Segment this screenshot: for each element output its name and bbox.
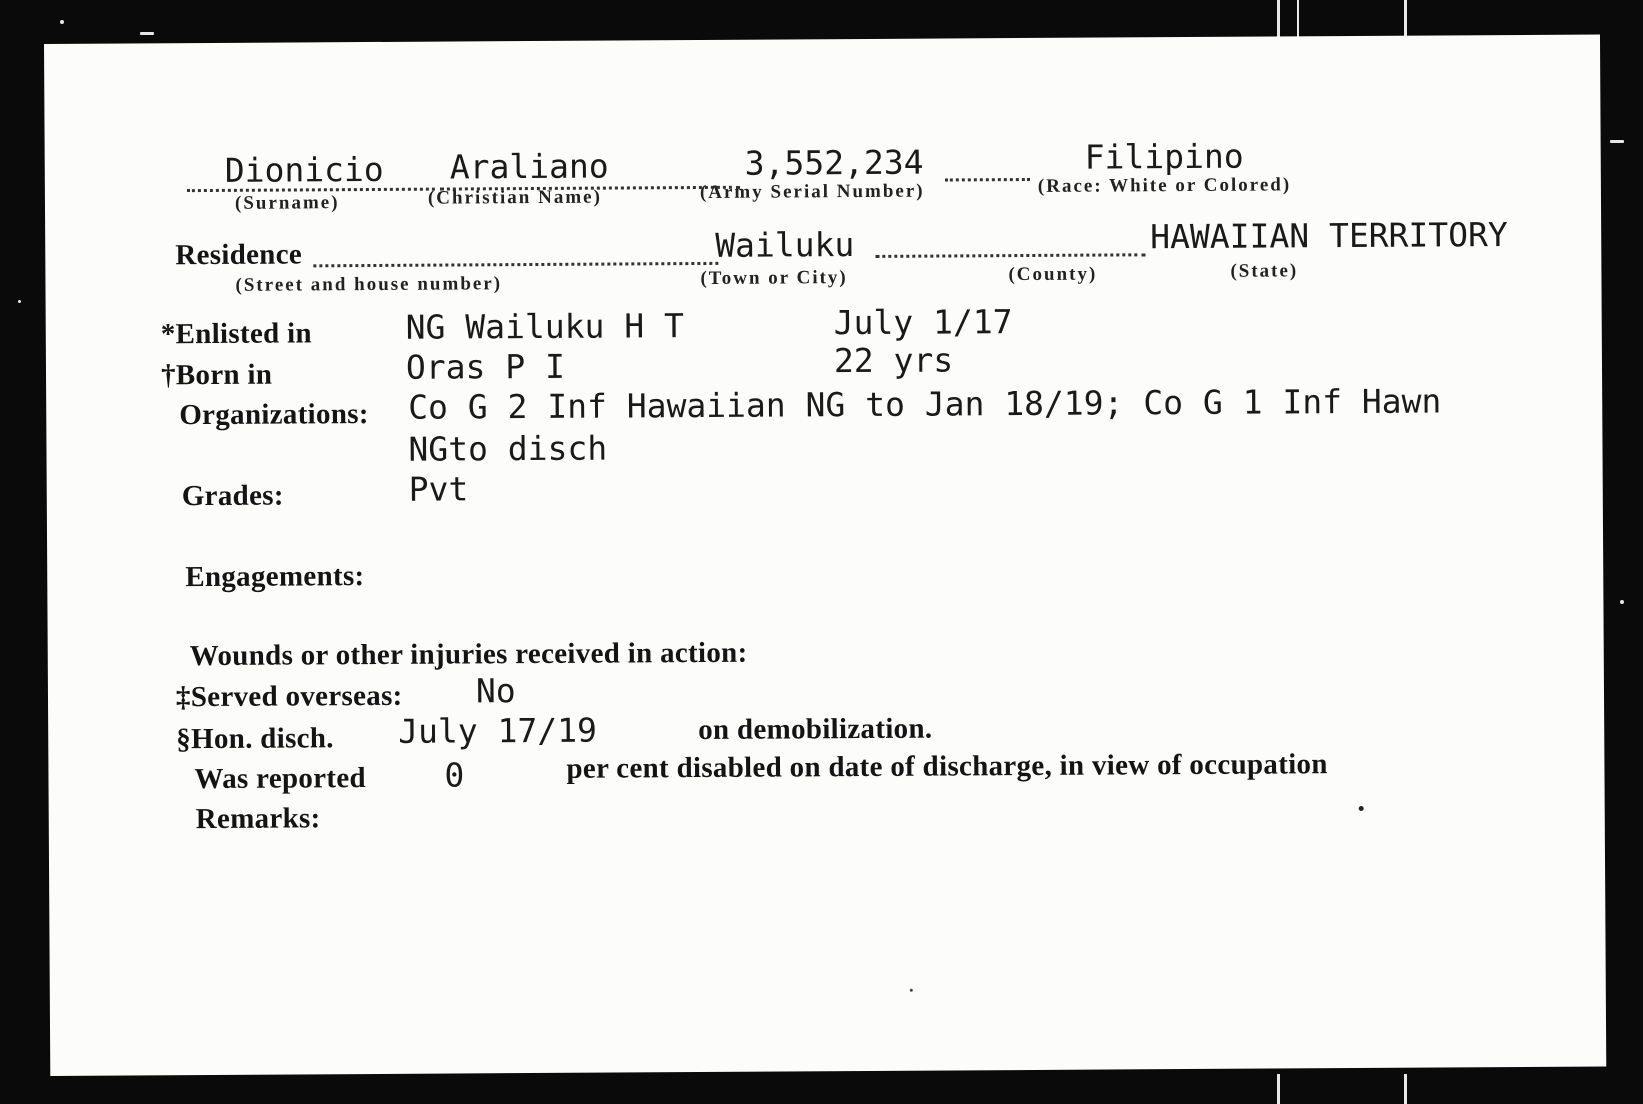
film-frame-line <box>1404 1074 1407 1104</box>
christian-name-caption: (Christian Name) <box>427 186 602 209</box>
race-dotted-line <box>945 178 1030 182</box>
served-overseas-value: No <box>475 671 516 711</box>
enlisted-place-value: NG Wailuku H T <box>405 306 685 347</box>
engagements-label: Engagements: <box>185 560 365 594</box>
wounds-label: Wounds or other injuries received in action: <box>189 636 748 673</box>
surname-value: Dionicio <box>224 149 384 190</box>
served-overseas-label: ‡Served overseas: <box>175 679 403 714</box>
county-caption: (County) <box>1008 263 1098 286</box>
town-caption: (Town or City) <box>700 267 848 289</box>
ink-speck <box>910 989 913 992</box>
discharge-date-value: July 17/19 <box>398 710 598 751</box>
christian-name-value: Araliano <box>449 146 609 187</box>
film-speck <box>1620 600 1624 604</box>
grades-value: Pvt <box>408 469 469 509</box>
organizations-line-2: NGto disch <box>408 428 608 469</box>
residence-dotted-line <box>313 262 718 267</box>
record-card <box>44 34 1606 1075</box>
disability-percent-value: 0 <box>444 755 465 795</box>
county-dotted-line <box>875 253 1145 258</box>
film-speck <box>60 20 64 24</box>
serial-number-value: 3,552,234 <box>744 142 924 183</box>
organizations-label: Organizations: <box>179 398 369 432</box>
born-age-value: 22 yrs <box>833 340 954 381</box>
enlisted-date-value: July 1/17 <box>833 302 1013 343</box>
state-caption: (State) <box>1230 260 1299 282</box>
ink-speck <box>1359 806 1364 811</box>
discharge-label: §Hon. disch. <box>176 722 334 756</box>
enlisted-label: *Enlisted in <box>160 317 312 351</box>
film-frame-line <box>1277 1074 1280 1104</box>
remarks-label: Remarks: <box>195 802 321 836</box>
film-speck <box>18 300 21 303</box>
film-speck <box>140 32 154 35</box>
film-speck <box>1610 140 1624 143</box>
disability-label: Was reported <box>194 762 367 796</box>
serial-number-caption: (Army Serial Number) <box>699 180 925 203</box>
born-place-value: Oras P I <box>405 346 566 387</box>
disability-suffix: per cent disabled on date of discharge, in view of occupation <box>566 748 1328 785</box>
street-caption: (Street and house number) <box>235 273 503 296</box>
discharge-suffix: on demobilization. <box>698 712 933 747</box>
surname-caption: (Surname) <box>234 192 340 214</box>
residence-town-value: Wailuku <box>715 225 855 265</box>
grades-label: Grades: <box>181 479 284 513</box>
race-value: Filipino <box>1084 136 1244 177</box>
organizations-line-1: Co G 2 Inf Hawaiian NG to Jan 18/19; Co G 1 Inf Hawn <box>408 381 1442 427</box>
race-caption: (Race: White or Colored) <box>1037 174 1292 197</box>
residence-label: Residence <box>175 238 303 272</box>
residence-state-value: HAWAIIAN TERRITORY <box>1150 215 1508 257</box>
born-label: †Born in <box>160 358 273 392</box>
